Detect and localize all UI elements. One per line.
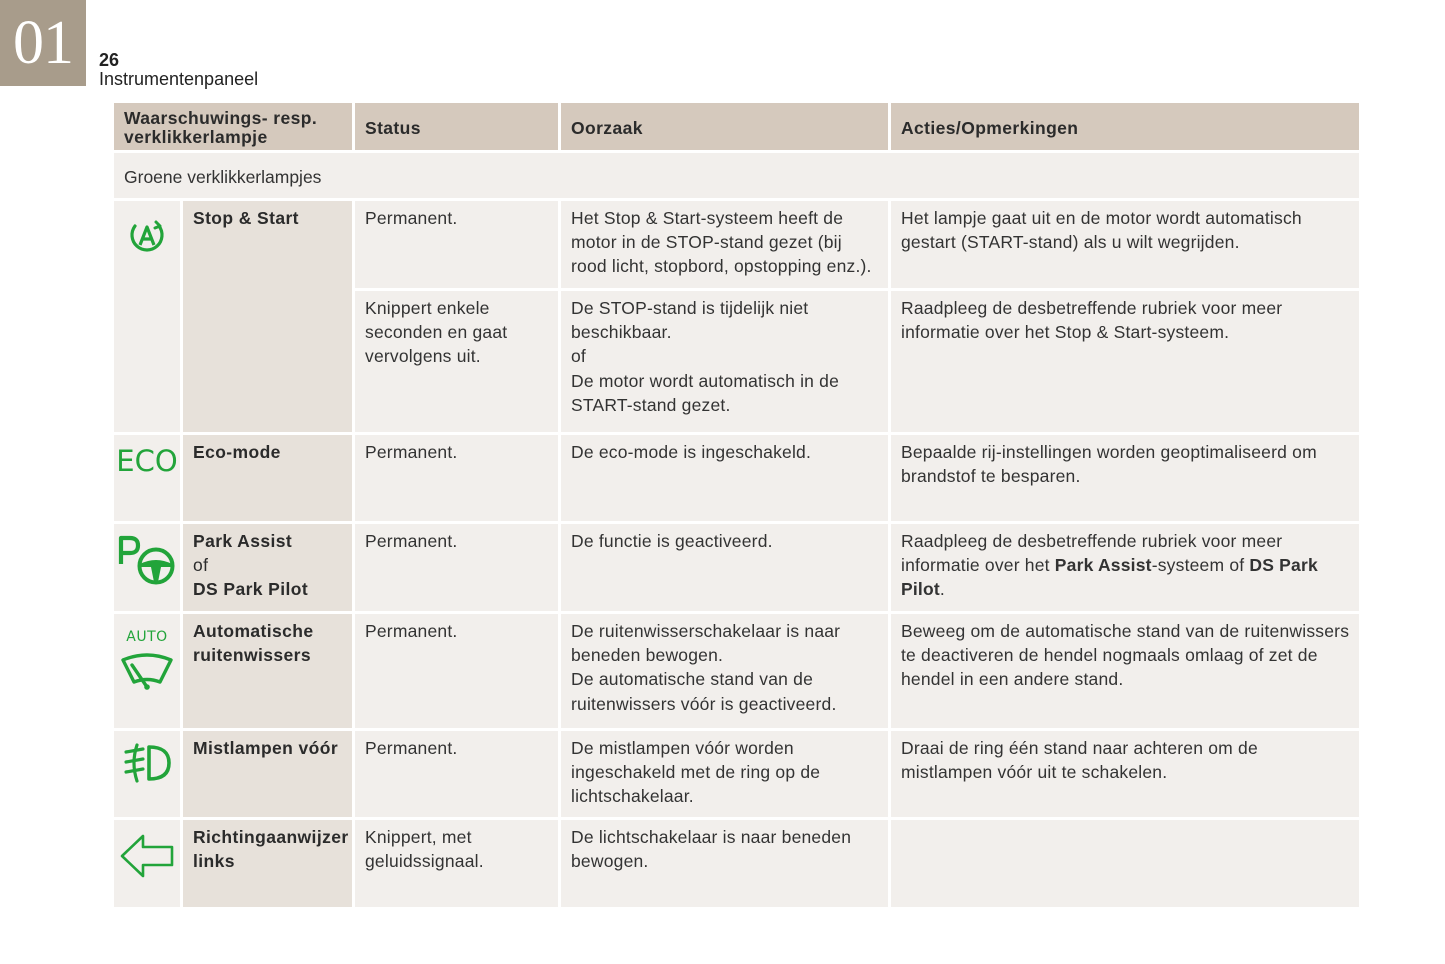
indicator-status: Knippert, met geluidssignaal.	[355, 820, 558, 907]
wiper-cause: De ruitenwisserschakelaar is naar beneden bewogen. De automatische stand van de ruitenwissers vóór is geactiveerd.	[561, 614, 888, 728]
page-number: 26	[99, 50, 120, 70]
column-header-cause: Oorzaak	[561, 103, 888, 150]
stop-start-cause-2: De STOP-stand is tijdelijk niet beschikbaar. of De motor wordt automatisch in de START-stand gezet.	[561, 291, 888, 432]
park-status: Permanent.	[355, 524, 558, 611]
wiper-action: Beweeg om de automatische stand van de ruitenwissers te deactiveren de hendel nogmaals omlaag of zet de hendel in een andere stand.	[891, 614, 1359, 728]
column-header-lamp: Waarschuwings- resp. verklikkerlampje	[114, 103, 352, 150]
wiper-icon-cell	[114, 614, 180, 728]
column-header-status: Status	[355, 103, 558, 150]
eco-cause: De eco-mode is ingeschakeld.	[561, 435, 888, 521]
stop-start-name: Stop & Start	[193, 208, 299, 228]
eco-icon-cell	[114, 435, 180, 521]
stop-start-name-cell	[183, 201, 352, 432]
stop-start-icon-cell	[114, 201, 180, 432]
fog-status: Permanent.	[355, 731, 558, 817]
chapter-tab: 01	[0, 0, 86, 86]
page-section-title: Instrumentenpaneel	[99, 69, 259, 89]
wiper-status: Permanent.	[355, 614, 558, 728]
park-name-cell: Park Assist of DS Park Pilot	[183, 524, 352, 611]
left-turn-arrow-icon	[119, 833, 175, 879]
stop-start-status-1: Permanent.	[355, 201, 558, 288]
indicator-icon-cell	[114, 820, 180, 907]
fog-name-cell	[183, 731, 352, 817]
indicator-name: Richtingaanwijzer links	[193, 827, 349, 872]
wiper-name: Automatische ruitenwissers	[193, 621, 314, 666]
windscreen-wiper-icon	[120, 651, 174, 691]
eco-name: Eco-mode	[193, 442, 281, 462]
eco-action: Bepaalde rij-instellingen worden geoptimaliseerd om brandstof te besparen.	[891, 435, 1359, 521]
eco-icon: ECO	[116, 444, 178, 478]
stop-start-action-2: Raadpleeg de desbetreffende rubriek voor meer informatie over het Stop & Start-systeem.	[891, 291, 1359, 432]
stop-start-auto-icon	[125, 214, 169, 258]
park-action: Raadpleeg de desbetreffende rubriek voor meer informatie over het Park Assist-systeem of DS Park Pilot.	[891, 524, 1359, 611]
stop-start-action-1: Het lampje gaat uit en de motor wordt automatisch gestart (START-stand) als u wilt wegrijden.	[891, 201, 1359, 288]
fog-name: Mistlampen vóór	[193, 738, 339, 758]
park-icon-cell	[114, 524, 180, 611]
park-assist-name: Park Assist	[193, 531, 293, 551]
section-row-green-lamps: Groene verklikkerlampjes	[114, 153, 1359, 198]
eco-status: Permanent.	[355, 435, 558, 521]
column-header-action: Acties/Opmerkingen	[891, 103, 1359, 150]
fog-icon-cell	[114, 731, 180, 817]
indicator-cause: De lichtschakelaar is naar beneden bewogen.	[561, 820, 888, 907]
park-cause: De functie is geactiveerd.	[561, 524, 888, 611]
fog-action: Draai de ring één stand naar achteren om de mistlampen vóór uit te schakelen.	[891, 731, 1359, 817]
park-assist-icon	[116, 532, 178, 588]
auto-label-icon: AUTO	[126, 629, 168, 645]
eco-name-cell	[183, 435, 352, 521]
stop-start-status-2: Knippert enkele seconden en gaat vervolgens uit.	[355, 291, 558, 432]
front-fog-lamp-icon	[121, 743, 173, 783]
ds-park-pilot-name: DS Park Pilot	[193, 579, 309, 600]
indicator-name-cell	[183, 820, 352, 907]
fog-cause: De mistlampen vóór worden ingeschakeld met de ring op de lichtschakelaar.	[561, 731, 888, 817]
wiper-name-cell	[183, 614, 352, 728]
indicator-action	[891, 820, 1359, 907]
stop-start-cause-1: Het Stop & Start-systeem heeft de motor in de STOP-stand gezet (bij rood licht, stopbord, opstopping enz.).	[561, 201, 888, 288]
